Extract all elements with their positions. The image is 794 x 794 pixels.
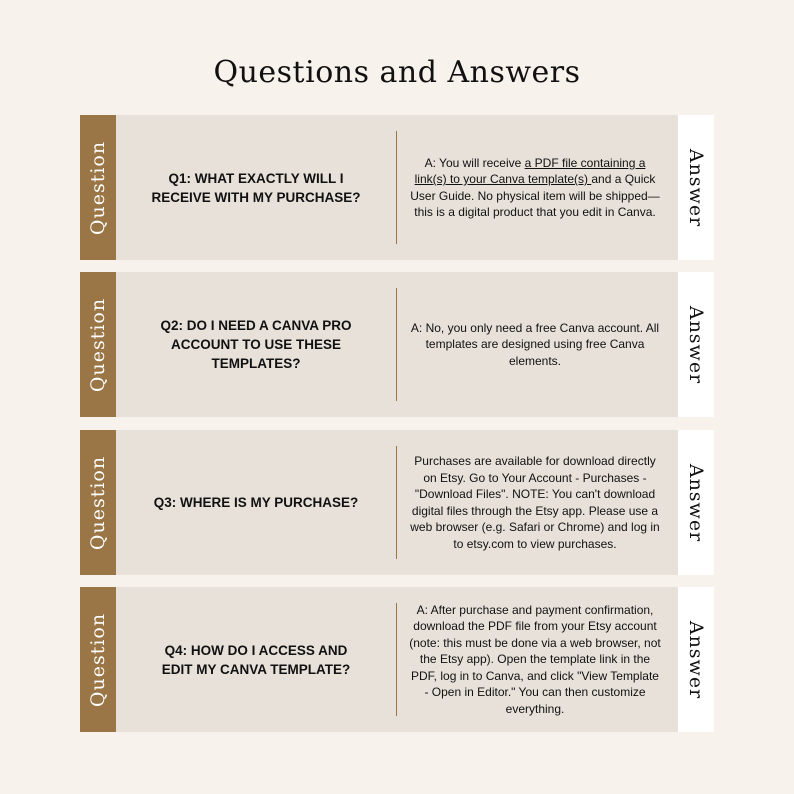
divider <box>396 446 397 559</box>
answer-text-content <box>408 155 662 221</box>
faq-card-2 <box>80 272 714 417</box>
answer-text <box>408 587 662 732</box>
answer-tab <box>678 587 714 732</box>
page-title: Questions and Answers <box>213 55 581 90</box>
divider <box>396 288 397 401</box>
answer-text-suffix: and a Quick User Guide. No physical item will be shipped—this is a digital product that you edit in Canva. <box>410 172 660 219</box>
question-text-content: Q1: WHAT EXACTLY WILL I RECEIVE WITH MY PURCHASE? <box>151 170 361 205</box>
answer-tab-label: Answer <box>685 148 707 227</box>
answer-text-prefix: A: You will receive <box>424 155 525 170</box>
answer-tab-label: Answer <box>685 305 707 384</box>
question-tab <box>80 430 116 575</box>
answer-tab <box>678 115 714 260</box>
question-tab-label: Question <box>87 297 109 392</box>
question-text <box>150 115 362 260</box>
answer-text-content: A: No, you only need a free Canva account. All templates are designed using free Canva elements. <box>410 320 660 368</box>
answer-text-content: A: After purchase and payment confirmation, download the PDF file from your Etsy account (note: this must be done via a web browser, not the Etsy app). Open the template link in the PDF, log in to Canva, and click "View Template - Open in Editor." You can then customize everything. <box>409 602 661 716</box>
question-text <box>150 430 362 575</box>
answer-tab-label: Answer <box>685 463 707 542</box>
question-tab-label: Question <box>87 612 109 707</box>
question-text <box>150 587 362 732</box>
question-text-content: Q4: HOW DO I ACCESS AND EDIT MY CANVA TEMPLATE? <box>161 642 351 677</box>
divider <box>396 131 397 244</box>
divider <box>396 603 397 716</box>
pdf-link[interactable]: a PDF file containing a link(s) to your Canva template(s) <box>414 155 646 186</box>
answer-text <box>408 430 662 575</box>
answer-text <box>408 272 662 417</box>
question-text <box>150 272 362 417</box>
question-text-content: Q2: DO I NEED A CANVA PRO ACCOUNT TO USE THESE TEMPLATES? <box>160 318 352 371</box>
answer-tab-label: Answer <box>685 620 707 699</box>
answer-text <box>408 115 662 260</box>
answer-text-content: Purchases are available for download directly on Etsy. Go to Your Account - Purchases - "Download Files". NOTE: You can't download digital files through the Etsy app. Please use a web browser (e.g. Safari or Chrome) and log in to etsy.com to view purchases. <box>410 454 660 551</box>
question-text-content: Q3: WHERE IS MY PURCHASE? <box>153 495 359 510</box>
question-tab-label: Question <box>87 455 109 550</box>
answer-tab <box>678 272 714 417</box>
faq-card-3 <box>80 430 714 575</box>
question-tab <box>80 587 116 732</box>
faq-card-4 <box>80 587 714 732</box>
faq-card-1 <box>80 115 714 260</box>
question-tab <box>80 272 116 417</box>
answer-tab <box>678 430 714 575</box>
question-tab-label: Question <box>87 140 109 235</box>
question-tab <box>80 115 116 260</box>
